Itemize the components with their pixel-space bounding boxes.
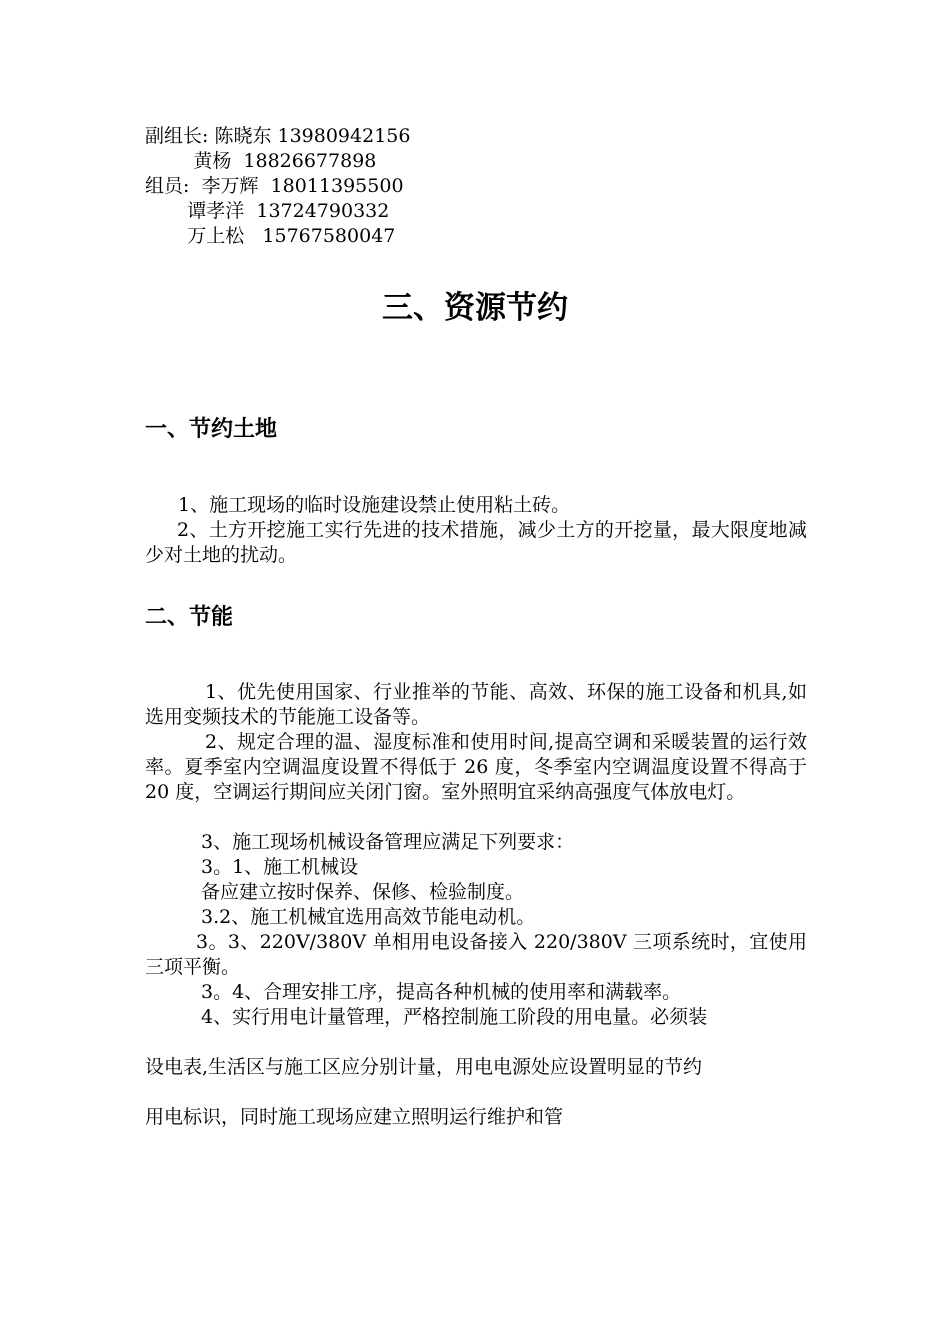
energy-item-3-3: 3。3、220V/380V 单相用电设备接入 220/380V 三项系统时，宜使用三项平衡。 — [145, 931, 807, 978]
contact-line: 谭孝洋 13724790332 — [145, 200, 390, 222]
energy-item-4: 4、实行用电计量管理，严格控制施工阶段的用电量。必须装 — [201, 1006, 708, 1028]
energy-item-2: 2、规定合理的温、湿度标准和使用时间,提高空调和采暖装置的运行效率。夏季室内空调温度设置不得低于 26 度，冬季室内空调温度设置不得高于 20 度，空调运行期间应关闭门窗。室外照明宜采纳高强度气体放电灯。 — [145, 731, 807, 803]
energy-item-1: 1、优先使用国家、行业推举的节能、高效、环保的施工设备和机具,如选用变频技术的节能施工设备等。 — [145, 681, 807, 728]
contact-line: 组员: 李万辉 18011395500 — [145, 175, 404, 197]
land-item-2: 2、土方开挖施工实行先进的技术措施，减少土方的开挖量，最大限度地减少对土地的扰动。 — [145, 519, 807, 566]
energy-heading: 二、节能 — [145, 605, 234, 630]
land-heading: 一、节约土地 — [145, 417, 278, 442]
section-title: 三、资源节约 — [382, 290, 568, 326]
land-item-1: 1、施工现场的临时设施建设禁止使用粘土砖。 — [178, 494, 571, 516]
energy-item-4-line3: 用电标识，同时施工现场应建立照明运行维护和管 — [145, 1106, 564, 1128]
energy-item-3-4: 3。4、合理安排工序，提高各种机械的使用率和满载率。 — [201, 981, 682, 1003]
energy-item-3-1: 3。1、施工机械设 — [201, 856, 359, 878]
energy-item-4-line2: 设电表,生活区与施工区应分别计量，用电电源处应设置明显的节约 — [145, 1056, 703, 1078]
contact-line: 万上松 15767580047 — [145, 225, 396, 247]
contact-line: 黄杨 18826677898 — [145, 150, 377, 172]
energy-item-3-1-cont: 备应建立按时保养、保修、检验制度。 — [201, 881, 525, 903]
energy-item-3: 3、施工现场机械设备管理应满足下列要求： — [201, 831, 575, 853]
energy-item-3-2: 3.2、施工机械宜选用高效节能电动机。 — [201, 906, 536, 928]
contact-line: 副组长: 陈晓东 13980942156 — [145, 125, 411, 147]
